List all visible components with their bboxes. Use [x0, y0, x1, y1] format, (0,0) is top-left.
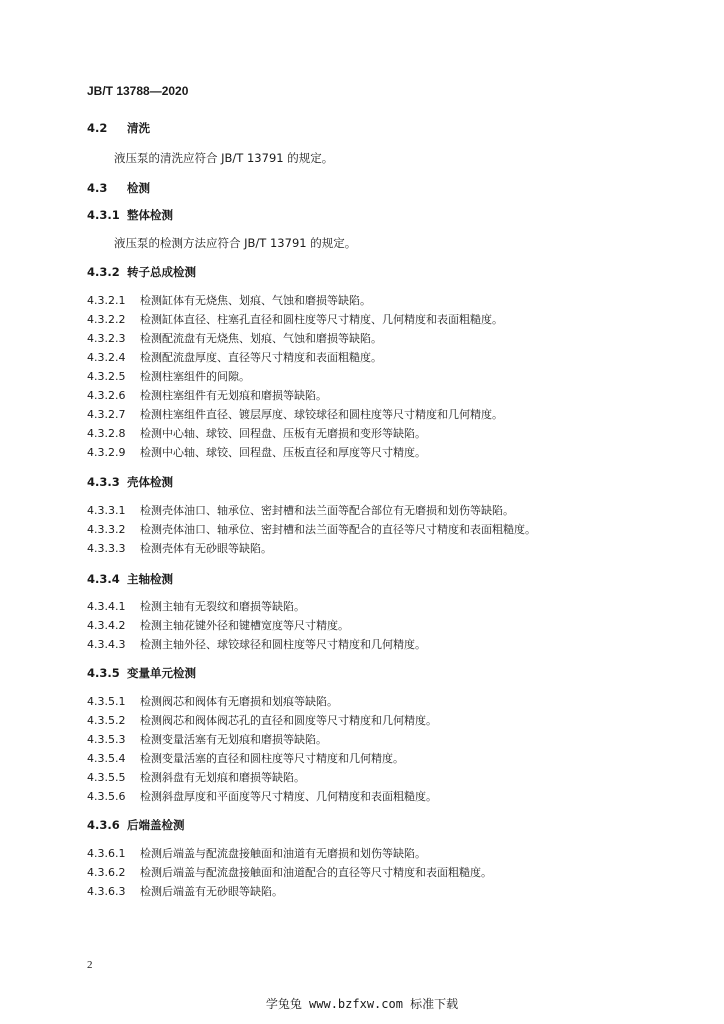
list-item	[87, 502, 514, 518]
list-item	[87, 387, 327, 403]
item-text: 检测壳体油口、轴承位、密封槽和法兰面等配合部位有无磨损和划伤等缺陷。	[140, 504, 514, 517]
heading-title: 转子总成检测	[127, 265, 196, 279]
item-number: 4.3.2.7	[87, 408, 126, 421]
list-item	[87, 425, 426, 441]
item-number: 4.3.5.2	[87, 714, 126, 727]
list-item	[87, 406, 503, 422]
item-text: 检测配流盘厚度、直径等尺寸精度和表面粗糙度。	[140, 351, 382, 364]
item-number: 4.3.4.3	[87, 638, 126, 651]
list-item	[87, 598, 305, 614]
item-text: 检测中心轴、球铰、回程盘、压板有无磨损和变形等缺陷。	[140, 427, 426, 440]
heading-title: 壳体检测	[127, 475, 173, 489]
item-text: 检测柱塞组件的间隙。	[140, 370, 250, 383]
heading-title: 检测	[127, 181, 150, 195]
heading-4-3-6	[87, 817, 185, 833]
heading-4-3-5	[87, 665, 196, 681]
item-text: 检测壳体有无砂眼等缺陷。	[140, 542, 272, 555]
item-text: 检测后端盖与配流盘接触面和油道有无磨损和划伤等缺陷。	[140, 847, 426, 860]
list-item	[87, 330, 382, 346]
page-number: 2	[87, 959, 93, 971]
standard-number: JB/T 13788—2020	[87, 84, 189, 98]
item-number: 4.3.3.3	[87, 542, 126, 555]
footer-watermark-link[interactable]: 学兔兔 www.bzfxw.com 标准下载	[265, 997, 459, 1011]
item-number: 4.3.6.2	[87, 866, 126, 879]
item-number: 4.3.3.1	[87, 504, 126, 517]
item-text: 检测壳体油口、轴承位、密封槽和法兰面等配合的直径等尺寸精度和表面粗糙度。	[140, 523, 536, 536]
item-number: 4.3.6.1	[87, 847, 126, 860]
heading-4-2	[87, 120, 150, 136]
list-item	[87, 368, 250, 384]
list-item	[87, 311, 503, 327]
item-text: 检测斜盘厚度和平面度等尺寸精度、几何精度和表面粗糙度。	[140, 790, 437, 803]
item-text: 检测主轴花键外径和键槽宽度等尺寸精度。	[140, 619, 349, 632]
item-text: 检测柱塞组件有无划痕和磨损等缺陷。	[140, 389, 327, 402]
heading-number: 4.2	[87, 121, 108, 135]
paragraph-4-2: 液压泵的清洗应符合 JB/T 13791 的规定。	[114, 151, 334, 165]
heading-number: 4.3.3	[87, 475, 120, 489]
item-number: 4.3.5.3	[87, 733, 126, 746]
item-text: 检测主轴有无裂纹和磨损等缺陷。	[140, 600, 305, 613]
item-number: 4.3.5.5	[87, 771, 126, 784]
paragraph-4-3-1: 液压泵的检测方法应符合 JB/T 13791 的规定。	[114, 236, 357, 250]
list-item	[87, 845, 426, 861]
heading-4-3-4	[87, 571, 173, 587]
item-text: 检测阀芯和阀体有无磨损和划痕等缺陷。	[140, 695, 338, 708]
item-number: 4.3.2.3	[87, 332, 126, 345]
item-number: 4.3.2.1	[87, 294, 126, 307]
heading-4-3-3	[87, 474, 173, 490]
heading-number: 4.3.5	[87, 666, 120, 680]
item-number: 4.3.5.4	[87, 752, 126, 765]
list-item	[87, 617, 349, 633]
list-item	[87, 444, 426, 460]
item-number: 4.3.2.8	[87, 427, 126, 440]
list-item	[87, 540, 272, 556]
list-item	[87, 864, 492, 880]
list-item	[87, 712, 437, 728]
item-text: 检测柱塞组件直径、镀层厚度、球铰球径和圆柱度等尺寸精度和几何精度。	[140, 408, 503, 421]
heading-number: 4.3.1	[87, 208, 120, 222]
item-number: 4.3.2.9	[87, 446, 126, 459]
list-item	[87, 788, 437, 804]
item-number: 4.3.3.2	[87, 523, 126, 536]
item-number: 4.3.5.1	[87, 695, 126, 708]
item-text: 检测后端盖与配流盘接触面和油道配合的直径等尺寸精度和表面粗糙度。	[140, 866, 492, 879]
heading-title: 整体检测	[127, 208, 173, 222]
heading-title: 变量单元检测	[127, 666, 196, 680]
heading-title: 主轴检测	[127, 572, 173, 586]
list-item	[87, 636, 426, 652]
list-item	[87, 769, 305, 785]
heading-number: 4.3.2	[87, 265, 120, 279]
item-number: 4.3.2.6	[87, 389, 126, 402]
item-number: 4.3.6.3	[87, 885, 126, 898]
heading-4-3-2	[87, 264, 196, 280]
item-text: 检测配流盘有无烧焦、划痕、气蚀和磨损等缺陷。	[140, 332, 382, 345]
item-number: 4.3.2.4	[87, 351, 126, 364]
heading-number: 4.3.4	[87, 572, 120, 586]
item-number: 4.3.2.5	[87, 370, 126, 383]
list-item	[87, 883, 283, 899]
item-text: 检测后端盖有无砂眼等缺陷。	[140, 885, 283, 898]
heading-number: 4.3.6	[87, 818, 120, 832]
list-item	[87, 693, 338, 709]
item-text: 检测中心轴、球铰、回程盘、压板直径和厚度等尺寸精度。	[140, 446, 426, 459]
list-item	[87, 349, 382, 365]
item-number: 4.3.5.6	[87, 790, 126, 803]
list-item	[87, 750, 404, 766]
list-item	[87, 292, 371, 308]
item-text: 检测缸体有无烧焦、划痕、气蚀和磨损等缺陷。	[140, 294, 371, 307]
list-item	[87, 521, 536, 537]
item-number: 4.3.2.2	[87, 313, 126, 326]
heading-title: 清洗	[127, 121, 150, 135]
heading-4-3	[87, 180, 150, 196]
item-text: 检测主轴外径、球铰球径和圆柱度等尺寸精度和几何精度。	[140, 638, 426, 651]
heading-4-3-1	[87, 207, 173, 223]
item-number: 4.3.4.2	[87, 619, 126, 632]
item-text: 检测缸体直径、柱塞孔直径和圆柱度等尺寸精度、几何精度和表面粗糙度。	[140, 313, 503, 326]
list-item	[87, 731, 327, 747]
item-number: 4.3.4.1	[87, 600, 126, 613]
item-text: 检测阀芯和阀体阀芯孔的直径和圆度等尺寸精度和几何精度。	[140, 714, 437, 727]
heading-title: 后端盖检测	[127, 818, 185, 832]
item-text: 检测变量活塞有无划痕和磨损等缺陷。	[140, 733, 327, 746]
heading-number: 4.3	[87, 181, 108, 195]
item-text: 检测斜盘有无划痕和磨损等缺陷。	[140, 771, 305, 784]
item-text: 检测变量活塞的直径和圆柱度等尺寸精度和几何精度。	[140, 752, 404, 765]
